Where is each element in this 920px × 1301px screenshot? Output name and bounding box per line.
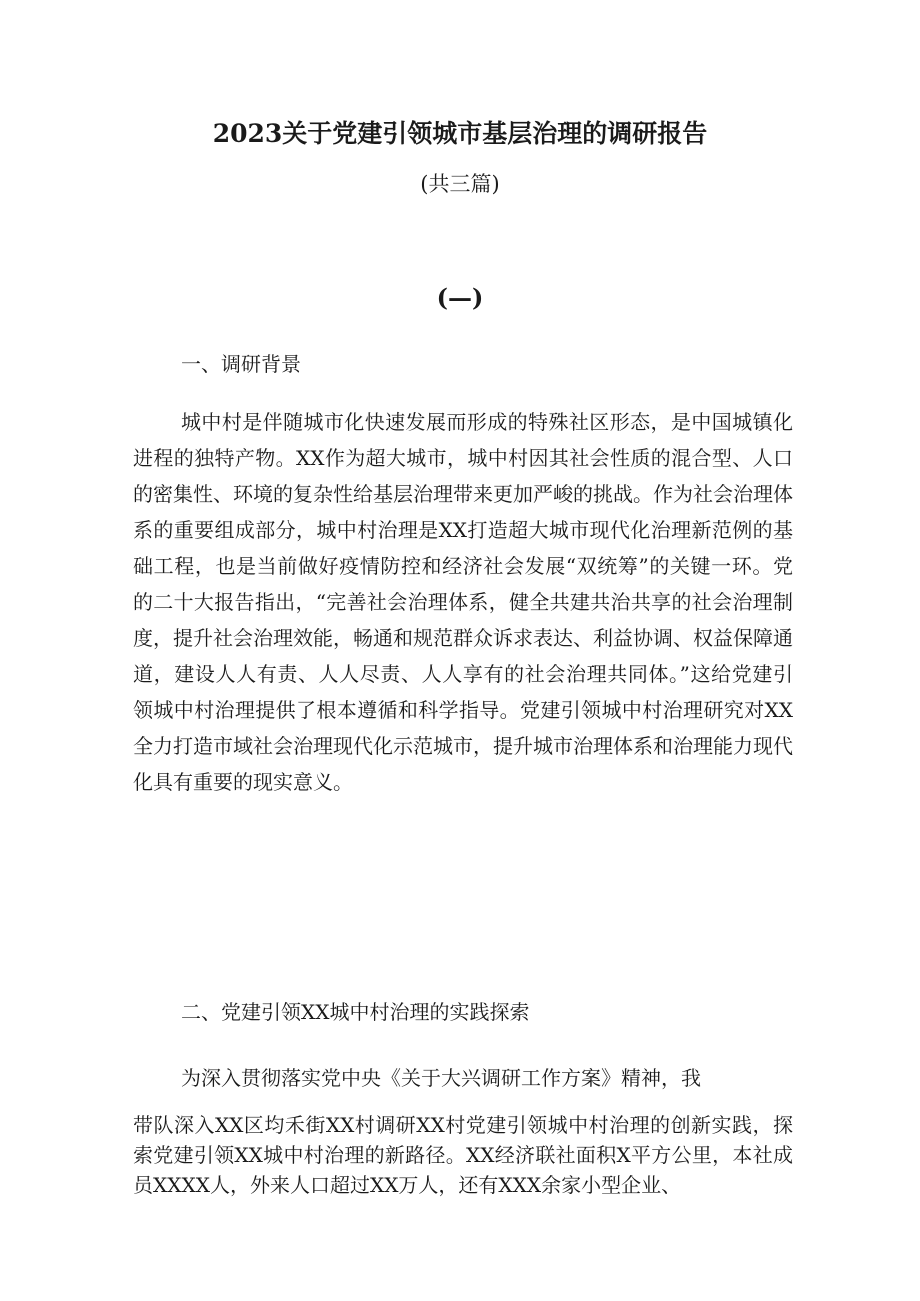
section-paragraph-practice-first-line: 为深入贯彻落实党中央《关于大兴调研工作方案》精神，我 xyxy=(181,1066,701,1090)
part-label: (—) xyxy=(436,283,484,312)
document-subtitle: (共三篇) xyxy=(420,172,500,196)
section-heading-background: 一、调研背景 xyxy=(181,352,301,376)
section-heading-practice: 二、党建引领XX城中村治理的实践探索 xyxy=(181,1000,530,1024)
section-paragraph-practice: 带队深入XX区均禾街XX村调研XX村党建引领城中村治理的创新实践，探索党建引领XX城中村治理的新路径。XX经济联社面积X平方公里，本社成员XXXX人，外来人口超过XX万人，还有XXX余家小型企业、 xyxy=(133,1113,793,1197)
section-paragraph-background: 城中村是伴随城市化快速发展而形成的特殊社区形态，是中国城镇化进程的独特产物。XX作为超大城市，城中村因其社会性质的混合型、人口的密集性、环境的复杂性给基层治理带来更加严峻的挑战。作为社会治理体系的重要组成部分，城中村治理是XX打造超大城市现代化治理新范例的基础工程，也是当前做好疫情防控和经济社会发展“双统筹”的关键一环。党的二十大报告指出，“完善社会治理体系，健全共建共治共享的社会治理制度，提升社会治理效能，畅通和规范群众诉求表达、利益协调、权益保障通道，建设人人有责、人人尽责、人人享有的社会治理共同体。”这给党建引领城中村治理提供了根本遵循和科学指导。党建引领城中村治理研究对XX全力打造市域社会治理现代化示范城市，提升城市治理体系和治理能力现代化具有重要的现实意义。 xyxy=(133,410,793,794)
document-title: 2023关于党建引领城市基层治理的调研报告 xyxy=(212,119,708,148)
